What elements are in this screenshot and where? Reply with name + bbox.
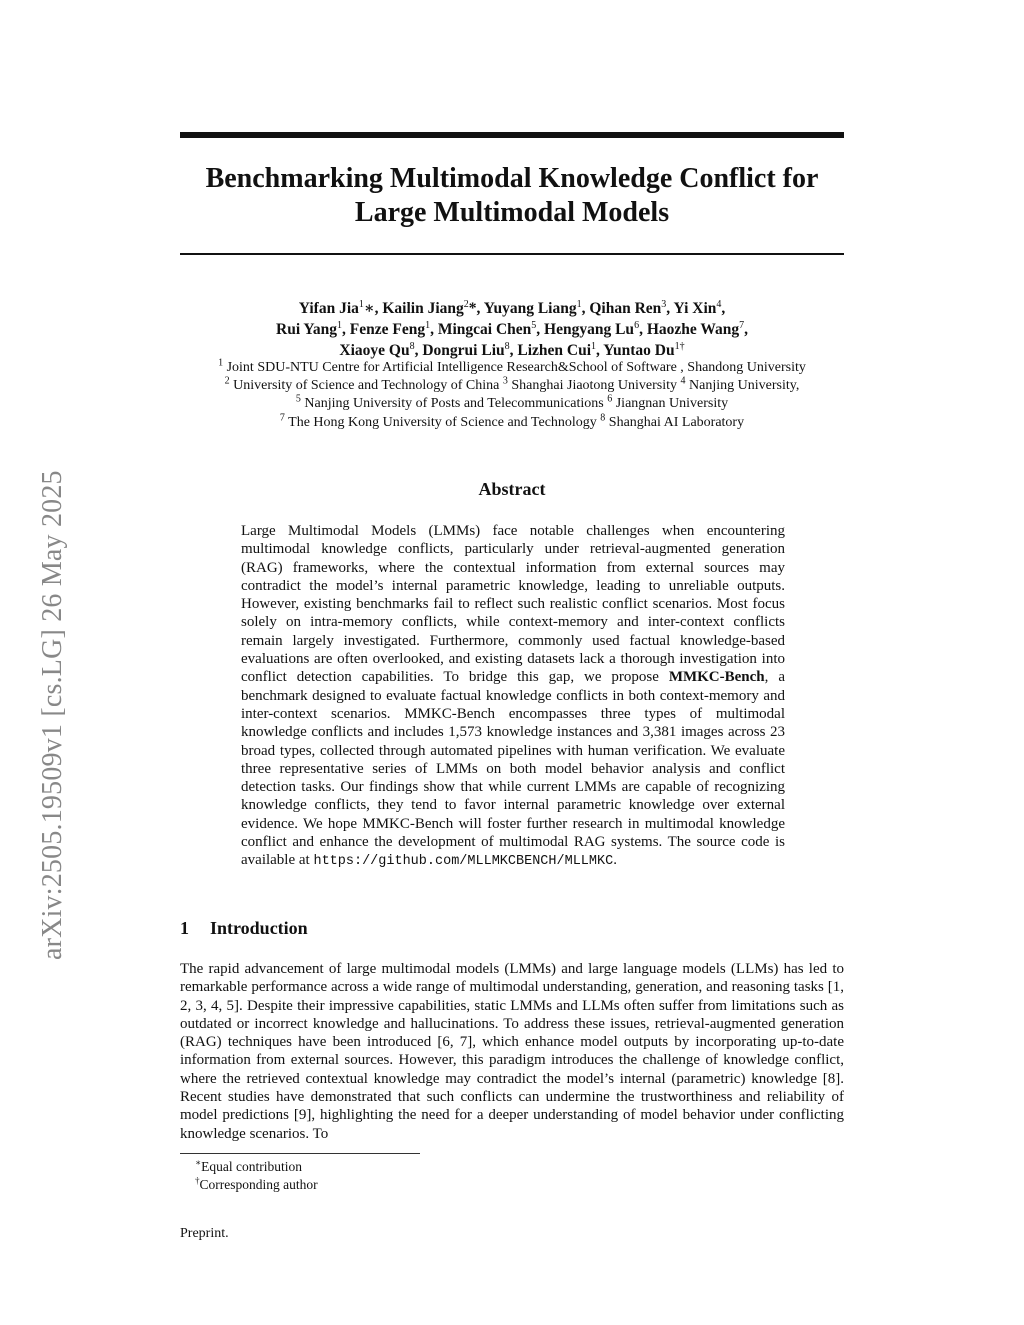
author-affil-marker: 1: [425, 319, 431, 331]
affil-text: Jiangnan University: [615, 396, 729, 412]
abstract-heading: Abstract: [478, 479, 546, 499]
author-line-1: [180, 298, 844, 319]
footnote-mark: †: [195, 1175, 200, 1186]
abstract-ending: .: [613, 852, 617, 869]
author-separator: ,: [536, 321, 545, 338]
page-footer: Preprint.: [180, 1226, 229, 1241]
title-line-1: Benchmarking Multimodal Knowledge Conflict for: [205, 163, 819, 194]
author-separator: ,: [509, 342, 518, 359]
footnote-rule: [180, 1153, 420, 1154]
author-affil-marker: 1: [358, 298, 364, 310]
author-affil-marker: 1: [337, 319, 343, 331]
author-affil-marker: 8: [504, 340, 510, 352]
author-separator: ,: [596, 342, 604, 359]
author-name: Qihan Ren: [589, 300, 662, 317]
benchmark-name: MMKC-Bench: [668, 669, 765, 686]
footnote-text: Corresponding author: [199, 1177, 318, 1192]
footnote-mark: ∗: [195, 1157, 202, 1168]
affiliation-line: [180, 395, 844, 413]
affil-marker: 5: [295, 393, 301, 405]
section-heading-introduction: [180, 917, 844, 939]
author-affil-marker: 3: [661, 298, 667, 310]
author-separator: ,: [639, 321, 647, 338]
author-affil-marker: 2: [463, 298, 469, 310]
affil-marker: 8: [600, 411, 606, 423]
author-name: Hengyang Lu: [544, 321, 635, 338]
author-name: Yifan Jia: [298, 300, 359, 317]
affil-marker: 2: [224, 375, 230, 387]
author-line-3: [180, 340, 844, 361]
affil-marker: 7: [279, 411, 285, 423]
affil-marker: 3: [502, 375, 508, 387]
title-rule-bottom: [180, 253, 844, 255]
affiliation-line: [180, 359, 844, 377]
affiliation-line: [180, 377, 844, 395]
author-separator: ,: [430, 321, 438, 338]
section-number: 1: [180, 918, 189, 938]
author-name: Yi Xin: [673, 300, 717, 317]
footnotes: [195, 1158, 835, 1194]
title-rule-top: [180, 132, 844, 138]
author-name: Haozhe Wang: [646, 321, 740, 338]
footnote-text: Equal contribution: [201, 1159, 302, 1174]
arxiv-stamp: arXiv:2505.19509v1 [cs.LG] 26 May 2025: [37, 470, 68, 960]
abstract-body: [241, 522, 785, 872]
introduction-body: The rapid advancement of large multimodal models (LMMs) and large language models (LLMs) has led to remarkable performance across a wide range of multimodal understanding, generation, and reasoning tasks [1, 2, 3, 4, 5]. Despite their impressive capabilities, static LMMs and LLMs often suffer from limitations such as outdated or incorrect knowledge and hallucinations. To address these issues, retrieval-augmented generation (RAG) techniques have been introduced [6, 7], which enhance model outputs by incorporating up-to-date information from external sources. However, this paradigm introduces the challenge of knowledge conflict, where the retrieved contextual knowledge may contradict the model’s internal (parametric) knowledge [8]. Recent studies have demonstrated that such conflicts can undermine the trustworthiness and reliability of model predictions [9], highlighting the need for a deeper understanding of model behavior under conflicting knowledge scenarios. To: [180, 961, 844, 1142]
affil-marker: 6: [607, 393, 613, 405]
author-name: Dongrui Liu: [422, 342, 505, 359]
affil-text: University of Science and Technology of China: [233, 378, 503, 394]
author-name: Kailin Jiang: [382, 300, 464, 317]
author-separator: ,: [721, 300, 726, 317]
affil-marker: 4: [680, 375, 686, 387]
author-separator: *,: [468, 300, 484, 317]
author-affil-marker: 8: [409, 340, 415, 352]
section-title: Introduction: [210, 918, 308, 938]
author-name: Xiaoye Qu: [339, 342, 410, 359]
title-line-2: Large Multimodal Models: [354, 197, 670, 228]
abstract-text-part-1: Large Multimodal Models (LMMs) face notable challenges when encountering multimodal knowledge conflicts, particularly under retrieval-augmented generation (RAG) frameworks, where the contextual information from external sources may contradict the model’s internal parametric knowledge, leading to unreliable outputs. However, existing benchmarks fail to reflect such realistic conflict scenarios. Most focus solely on intra-memory conflicts, while context-memory and inter-context conflicts remain largely investigated. Furthermore, commonly used factual knowledge-based evaluations are often overlooked, and existing datasets lack a thorough investigation into conflict detection capabilities. To bridge this gap, we propose: [241, 523, 785, 686]
paper-title: [180, 162, 844, 230]
author-list: [180, 298, 844, 361]
author-affil-marker: 7: [739, 319, 745, 331]
abstract-text-part-2: , a benchmark designed to evaluate factual knowledge conflicts in both context-memory and inter-context scenarios. MMKC-Bench encompasses three types of multimodal knowledge conflicts and includes 1,573 knowledge instances and 3,381 images across 23 broad types, collected through automated pipelines with human verification. We evaluate three representative series of LMMs on both model behavior analysis and conflict detection tasks. Our findings show that while current LMMs are capable of recognizing knowledge conflicts, they tend to favor internal parametric knowledge over external evidence. We hope MMKC-Bench will foster further research in multimodal knowledge conflict and enhance the development of multimodal RAG systems. The source code is available at: [241, 669, 785, 869]
author-affil-marker: 1†: [674, 340, 685, 352]
affil-text: Shanghai Jiaotong University: [511, 378, 681, 394]
author-line-2: [180, 319, 844, 340]
author-affil-marker: 1: [591, 340, 597, 352]
author-affil-marker: 1: [576, 298, 582, 310]
author-name: Yuntao Du: [603, 342, 675, 359]
author-separator: ,: [342, 321, 350, 338]
author-name: Rui Yang: [276, 321, 338, 338]
affil-text: Nanjing University,: [689, 378, 800, 394]
footnote: [195, 1158, 835, 1176]
affiliation-list: [180, 359, 844, 432]
author-separator: ,: [744, 321, 748, 338]
author-name: Mingcai Chen: [437, 321, 532, 338]
affil-text: Joint SDU-NTU Centre for Artificial Intelligence Research&School of Software , Shandong University: [226, 360, 806, 375]
author-name: Fenze Feng: [349, 321, 426, 338]
author-separator: ,: [414, 342, 423, 359]
author-name: Lizhen Cui: [517, 342, 592, 359]
author-name: Yuyang Liang: [483, 300, 577, 317]
author-affil-marker: 4: [716, 298, 722, 310]
author-separator: ,: [666, 300, 674, 317]
affil-text: The Hong Kong University of Science and Technology: [288, 414, 601, 430]
footnote: [195, 1176, 835, 1194]
author-affil-marker: 6: [634, 319, 640, 331]
author-affil-marker: 5: [531, 319, 537, 331]
affil-text: Shanghai AI Laboratory: [608, 414, 745, 430]
author-separator: ,: [581, 300, 590, 317]
author-separator: ∗,: [363, 300, 383, 317]
source-code-link[interactable]: https://github.com/MLLMKCBENCH/MLLMKC: [313, 854, 614, 870]
affiliation-line: [180, 411, 844, 432]
affil-marker: 1: [218, 357, 224, 369]
affil-text: Nanjing University of Posts and Telecommunications: [304, 396, 608, 412]
